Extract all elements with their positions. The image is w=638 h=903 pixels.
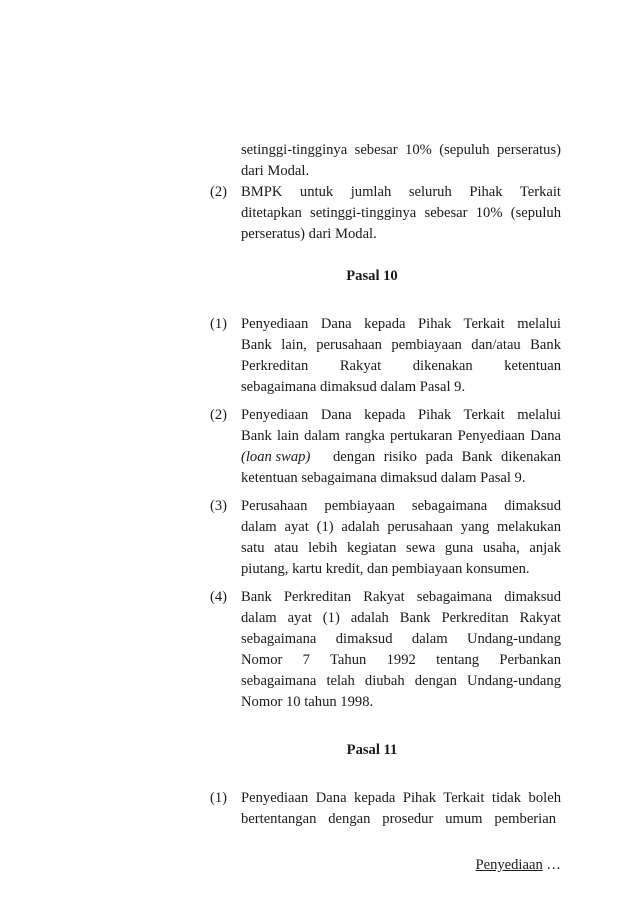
- item-number: (2): [210, 407, 228, 423]
- item-number: (4): [210, 589, 228, 605]
- item-number: (3): [210, 498, 228, 514]
- body-line-remainder: dengan risiko pada Bank dikenakan: [333, 449, 561, 465]
- body-line: Perkreditan Rakyat dikenakan ketentuan: [241, 358, 561, 374]
- body-line: perseratus) dari Modal.: [241, 226, 377, 242]
- body-line: sebagaimana dimaksud dalam Undang-undang: [241, 631, 561, 647]
- body-line: sebagaimana dimaksud dalam Pasal 9.: [241, 379, 466, 395]
- body-line: bertentangan dengan prosedur umum pemberian: [241, 811, 556, 827]
- body-line: satu atau lebih kegiatan sewa guna usaha, anjak: [241, 540, 561, 556]
- body-line: Nomor 7 Tahun 1992 tentang Perbankan: [241, 652, 561, 668]
- body-line: piutang, kartu kredit, dan pembiayaan konsumen.: [241, 561, 530, 577]
- body-line: ditetapkan setinggi-tingginya sebesar 10% (sepuluh: [241, 205, 561, 221]
- body-line: ketentuan sebagaimana dimaksud dalam Pasal 9.: [241, 470, 526, 486]
- body-line: sebagaimana telah diubah dengan Undang-undang: [241, 673, 561, 689]
- item-number: (2): [210, 184, 228, 200]
- item-number: (1): [210, 316, 228, 332]
- body-line: dalam ayat (1) adalah Bank Perkreditan Rakyat: [241, 610, 561, 626]
- italic-term: (loan swap): [241, 449, 311, 465]
- section-heading: Pasal 10: [346, 268, 398, 284]
- body-line: Penyediaan Dana kepada Pihak Terkait tidak boleh: [241, 790, 561, 806]
- item-number: (1): [210, 790, 228, 806]
- catchword-next-word: Penyediaan: [475, 857, 543, 873]
- body-line: Penyediaan Dana kepada Pihak Terkait melalui: [241, 407, 561, 423]
- page-catchword: [475, 855, 561, 876]
- body-line: Bank lain dalam rangka pertukaran Penyediaan Dana: [241, 428, 561, 444]
- body-line: Bank lain, perusahaan pembiayaan dan/atau Bank: [241, 337, 561, 353]
- body-line: Perusahaan pembiayaan sebagaimana dimaksud: [241, 498, 561, 514]
- body-line: Bank Perkreditan Rakyat sebagaimana dimaksud: [241, 589, 561, 605]
- body-line: dari Modal.: [241, 163, 310, 179]
- body-line: Penyediaan Dana kepada Pihak Terkait melalui: [241, 316, 561, 332]
- body-line: Nomor 10 tahun 1998.: [241, 694, 374, 710]
- section-heading: Pasal 11: [346, 742, 398, 758]
- body-line: dalam ayat (1) adalah perusahaan yang melakukan: [241, 519, 561, 535]
- body-line: setinggi-tingginya sebesar 10% (sepuluh perseratus): [241, 142, 561, 158]
- body-line-with-term: [241, 447, 561, 468]
- catchword-ellipsis: …: [546, 857, 561, 873]
- body-line: BMPK untuk jumlah seluruh Pihak Terkait: [241, 184, 561, 200]
